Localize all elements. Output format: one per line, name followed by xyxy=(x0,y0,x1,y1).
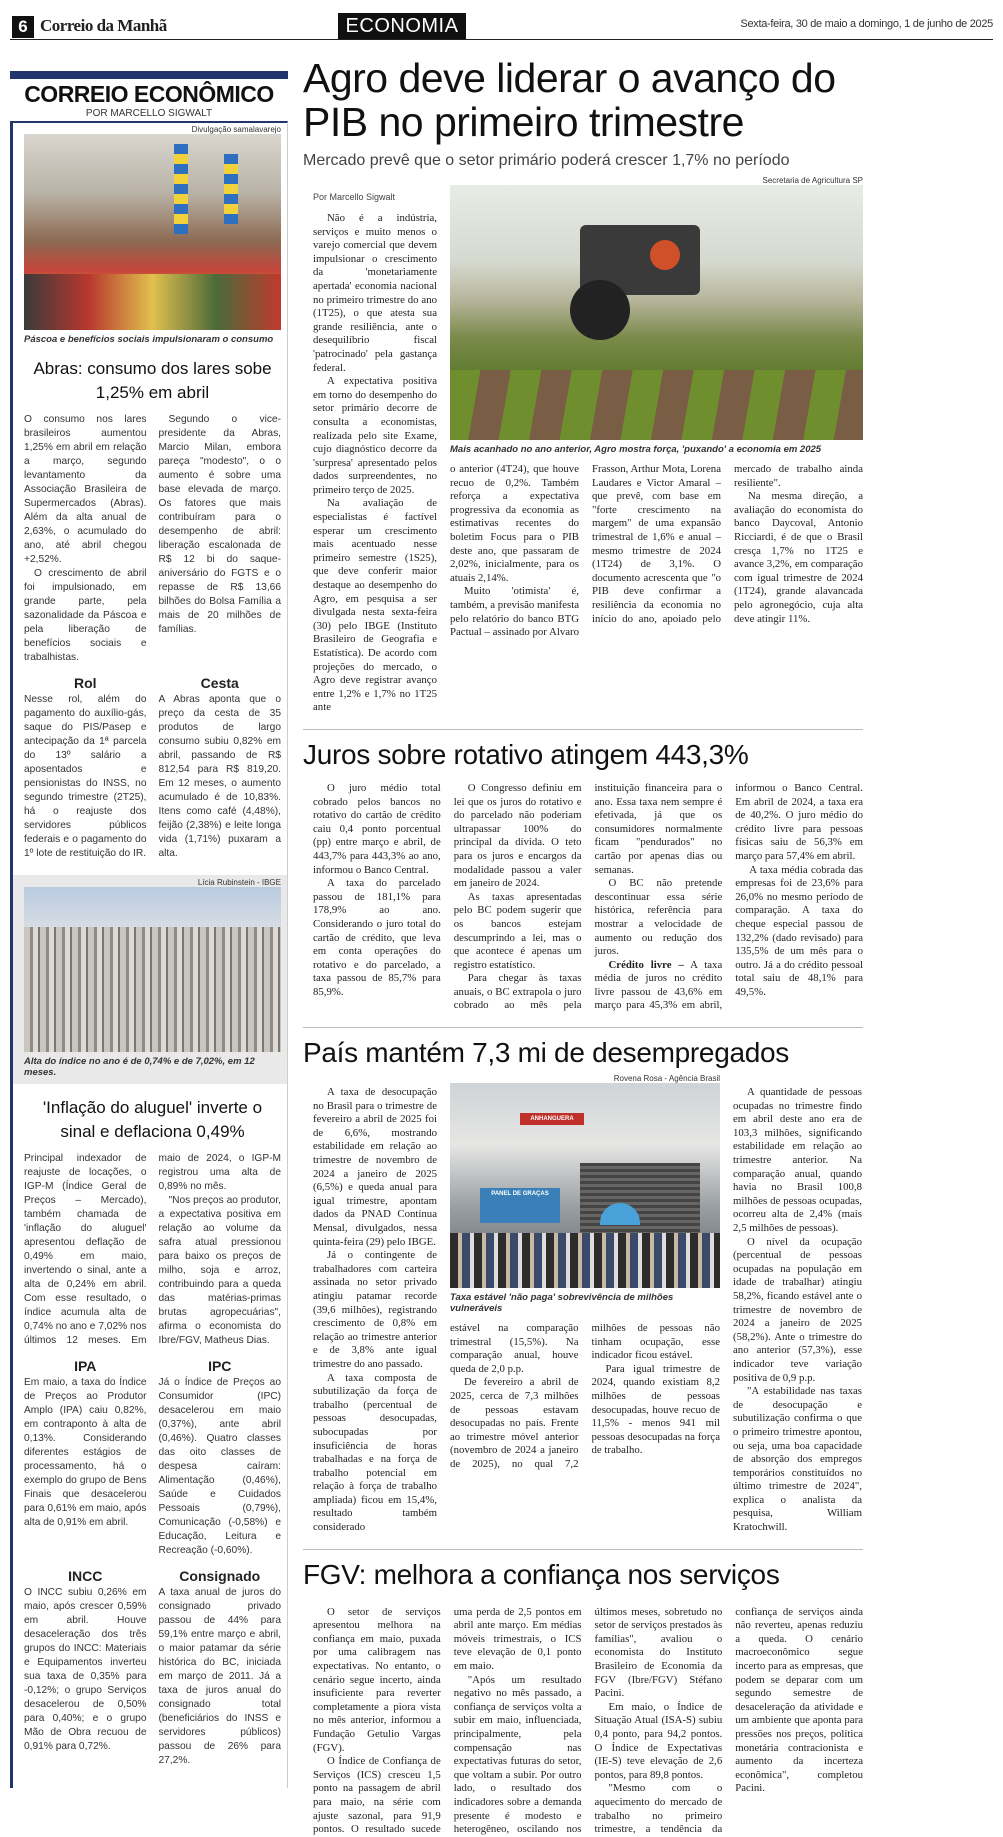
correio-economico-sidebar xyxy=(10,71,288,1788)
subheading: Rol xyxy=(73,675,97,691)
subheading: Consignado xyxy=(179,1568,261,1584)
photo-caption: Alta do índice no ano é de 0,74% e de 7,02%, em 12 meses. xyxy=(24,1056,255,1078)
paragraph: O juro médio total cobrado pelos bancos no rotativo do cartão de crédito caiu 0,4 ponto porcentual (pp) entre março e abril, de 443,7% para 443,3% ao ano, informou o Banco Central. xyxy=(313,781,441,876)
paragraph: Na avaliação de especialistas é factível esperar um crescimento mais acentuado nesse primeiro semestre (1S25), que deve conferir maior destaque ao desempenho do Agro, em pesquisa a ser divulgada nesta sexta-feira (30) pelo IBGE (Instituto Brasileiro de Geografia e Estatística). De acordo com projeções do mercado, o Agro deve registrar avanço entre 1,2% e 1,7% no 1T25 ante xyxy=(313,497,437,714)
photo-credit: Rovena Rosa - Agência Brasil xyxy=(613,1074,720,1084)
paragraph: A taxa média cobrada das empresas foi de 23,6% para 26,0% no mesmo período de comparação. A taxa do cheque especial passou de 132,2% (dado revisado) para 135,5% de um mês para o outro. Já a do crédito pessoal total saiu de 48,1% para 49,5%. xyxy=(735,863,863,998)
agro-column-1 xyxy=(313,212,437,715)
paragraph: Na mesma direção, a avaliação do economista do banco Daycoval, Antonio Ricciardi, é de que o Brasil cresça 1,7% no 1T25 e avance 3,2%, em comparação com igual trimestre de 2024 (1T24), grande alavancada pelo agronegócio, cuja alta deve atingir 11%. xyxy=(734,490,863,625)
rol-section xyxy=(24,675,147,861)
agro-article xyxy=(313,176,863,715)
tractor-photo xyxy=(450,185,863,440)
paragraph: Para igual trimestre de 2024, quando existiam 8,2 milhões de pessoas desocupadas, houve recuo de 11,5% - menos 941 mil pessoas desocupadas na força de trabalho. xyxy=(591,1362,720,1457)
paragraph: O consumo nos lares brasileiros aumentou 1,25% em abril em relação a março, segundo levantamento da Associação Brasileira de Supermercados (Abras). Além da alta anual de 2,63%, o acumulado do ano, até abril chegou +2,52%. xyxy=(24,414,147,565)
byline: Por Marcello Sigwalt xyxy=(313,192,396,202)
main-headline: Agro deve liderar o avanço do PIB no primeiro trimestre xyxy=(303,55,836,145)
paragraph: Em maio, a taxa do Índice de Preços ao Produtor Amplo (IPA) caiu 0,82%, em contraponto à alta de 0,13%. Considerando diferentes estágios de processamento, há o exemplo do grupo de Bens Finais que desacelerou para 0,61% em maio, após alta de 0,91% em abril. xyxy=(24,1377,147,1528)
paragraph: Não é a indústria, serviços e muito menos o varejo comercial que devem impulsionar o crescimento da 'monetariamente apertada' economia nacional no primeiro trimestre do ano (1T25), o que atesta sua grande resiliência, ante o desequilíbrio fiscal 'patrocinado' pela gastança federal. xyxy=(313,212,437,374)
sidebar-frame xyxy=(10,121,288,1788)
ipc-section xyxy=(159,1358,282,1558)
photo-credit: Divulgação samalavarejo xyxy=(191,125,281,134)
paragraph: Já o contingente de trabalhadores com carteira assinada no setor privado atingiu patamar recorde (39,6 milhões), registrando crescimento de 0,8% em relação ao trimestre anterior e de 3,8% ante igual trimestre do ano passado. xyxy=(313,1249,437,1370)
paragraph: A expectativa positiva em torno do desempenho do setor primário decorre de consulta a economistas, realizada pelo site Exame, cujo diagnóstico decorre da 'surpresa' apresentado pelos dados surpreendentes, no primeiro terço de 2025. xyxy=(313,375,437,496)
paragraph: A taxa de desocupação no Brasil para o trimestre de fevereiro a abril de 2025 foi de 6,6%, mostrando estabilidade em relação ao trimestre de novembro de 2024 a janeiro de 2025 (6,5%) e queda anual para igual trimestre, apontam dados da PNAD Contínua Mensal, divulgados, nessa quinta-feira (29) pelo IBGE. xyxy=(313,1086,437,1248)
juros-article xyxy=(313,782,863,1013)
paragraph: estável na comparação trimestral (15,5%). Na comparação anual, houve queda de 2,0 p.p. xyxy=(450,1322,579,1375)
paragraph: Para chegar às taxas anuais, o BC extrapola o juro cobrado ao mês pela instituição financeira para o ano. Essa taxa nem sempre é efetivada, já que os consumidores normalmente ficam "pendurados" no cartão por apenas dias ou semanas. xyxy=(453,781,723,1012)
photo-caption: Páscoa e benefícios sociais impulsionaram o consumo xyxy=(24,334,274,345)
header-divider xyxy=(10,39,993,40)
section-label: ECONOMIA xyxy=(338,13,466,39)
photo-caption: Taxa estável 'não paga' sobrevivência de milhões vulneráveis xyxy=(450,1292,674,1315)
paragraph: Segundo o vice-presidente da Abras, Marcio Milan, embora pareça "modesto", o o aumento é sobre uma base elevada de março. Os fatores que mais contribuíram para o desempenho de abril: liberação escalonada de R$ 12 bi do saque-aniversário do FGTS e o repasse de R$ 13,66 bilhões do Bolsa Família a mais de 20 milhões de famílias. xyxy=(158,414,281,635)
subheading: IPA xyxy=(74,1358,97,1374)
store-sign: ANHANGUERA xyxy=(520,1113,584,1125)
divider xyxy=(303,1027,863,1028)
supermarket-photo xyxy=(24,134,281,330)
desemprego-column-1 xyxy=(313,1074,437,1535)
paragraph: A quantidade de pessoas ocupadas no trimestre findo em abril deste ano era de 103,3 milhões, significando estabilidade em relação ao trimestre anterior. Na comparação anual, quando havia no Brasil 100,8 milhões de pessoas ocupadas, ocorreu alta de 2,4% (mais 2,5 milhões de pessoas). xyxy=(733,1086,862,1234)
divider xyxy=(303,729,863,730)
abras-headline: Abras: consumo dos lares sobe 1,25% em abril xyxy=(33,359,272,402)
subheading: INCC xyxy=(68,1568,103,1584)
desemprego-continuation xyxy=(450,1322,720,1472)
main-content xyxy=(303,56,863,1837)
desemprego-headline: País mantém 7,3 mi de desempregados xyxy=(303,1037,789,1069)
paragraph: A taxa composta de subutilização da força de trabalho (percentual de pessoas desocupadas, subocupadas por insuficiência de horas trabalhadas e na força de trabalho potencial em relação à força de trabalho ampliada) ficou em 15,4%, resultado também considerado xyxy=(313,1371,437,1534)
paragraph: O crescimento de abril foi impulsionado, em grande parte, pela sazonalidade da Páscoa e pela liberação de benefícios sociais e trabalhistas. xyxy=(24,568,147,663)
issue-date: Sexta-feira, 30 de maio a domingo, 1 de junho de 2025 xyxy=(740,18,993,30)
city-skyline-photo xyxy=(24,887,281,1052)
paragraph: A taxa anual de juros do consignado privado passou de 44% para 59,1% entre março e abril, o maior patamar da série histórica do BC, iniciada em março de 2011. Já a taxa de juros anual do consignado total (beneficiários do INSS e servidores públicos) passou de 26% para 27,2%. xyxy=(158,1587,281,1766)
paragraph: "Nos preços ao produtor, a expectativa positiva em relação ao volume da safra atual pressionou para baixo os preços de milho, soja e arroz, contribuindo para a queda das matérias-primas brutas agropecuárias", afirma o economista do Ibre/FGV, Matheus Dias. xyxy=(158,1195,281,1346)
paragraph: A Abras aponta que o preço da cesta de 35 produtos de largo consumo subiu 0,82% em abril, passando de R$ 812,54 para R$ 819,20. Em 12 meses, o aumento acumulado é de 10,83%. Itens como café (4,48%), feijão (2,38%) e leite longa vida (1,71%) puxaram a alta. xyxy=(158,694,281,859)
paragraph-text: A taxa média de juros no crédito livre passou de 43,6% em março para 45,3% em abril, informou o Banco Central. Em abril de 2024, a taxa era de 40,2%. O juro médio do crédito livre para pessoas físicas saiu de 56,3% em março para 57,4% em abril. xyxy=(594,781,863,1012)
paragraph: O Congresso definiu em lei que os juros do rotativo e do parcelado não poderiam ultrapassar 100% do principal da dívida. O teto para os juros e encargos da modalidade passou a valer em janeiro de 2024. xyxy=(453,781,582,890)
paragraph: O setor de serviços apresentou melhora na confiança em maio, puxada por uma calibragem nas expectativas. No entanto, o cenário segue incerto, ainda insuficiente para reverter completamente a piora vista no mês anterior, informou a Fundação Getulio Vargas (FGV). xyxy=(313,1605,441,1754)
paragraph: O nível da ocupação (percentual de pessoas ocupadas na população em idade de trabalhar) atingiu 58,2%, ficando estável ante o trimestre de novembro de 2024 a janeiro de 2025 (58,2%). Ante o trimestre do ano anterior (57,3%), esse indicador teve variação positiva de 0,9 p.p. xyxy=(733,1235,862,1384)
fgv-headline: FGV: melhora a confiança nos serviços xyxy=(303,1558,780,1590)
agro-continuation xyxy=(450,463,863,640)
paragraph: Nesse rol, além do pagamento do auxílio-gás, saque do PIS/Pasep e antecipação da 1ª parcela do 13º salário a aposentados e pensionistas do INSS, no segundo trimestre (2T25), há o reajuste dos servidores públicos federais e o pagamento do 1º lote de restituição do IR. xyxy=(24,694,147,859)
juros-headline: Juros sobre rotativo atingem 443,3% xyxy=(303,738,749,770)
incc-section xyxy=(24,1568,147,1768)
paragraph: De fevereiro a abril de 2025, cerca de 7,3 milhões de pessoas estavam desocupadas no país. Frente ao trimestre móvel anterior (novembro de 2024 a janeiro de 2025), no qual 7,2 milhões de pessoas não tinham ocupação, esse indicador ficou estável. xyxy=(450,1322,720,1470)
paragraph: Principal indexador de reajuste de locações, o IGP-M (Índice Geral de Preços – Mercado), também chamada de 'inflação do aluguel' apresentou deflação de 0,49% em maio, invertendo o sinal, ante a alta de 0,24% em abril. Com esse resultado, o índice acumula alta de 0,74% no ano e 7,02% nos últimos 12 meses. Em maio de 2024, o IGP-M registrou uma alta de 0,89% no mês. xyxy=(24,1153,281,1346)
column-title: CORREIO ECONÔMICO xyxy=(24,81,274,107)
photo-credit: Secretaria de Agricultura SP xyxy=(762,176,863,185)
cesta-section xyxy=(159,675,282,861)
paragraph: As taxas apresentadas pelo BC podem sugerir que os bancos estejam descumprindo a lei, mas o que acontece é apenas um registro estatístico. xyxy=(453,890,582,971)
photo-box xyxy=(13,875,287,1084)
igpm-article xyxy=(24,1152,281,1348)
paragraph: "A estabilidade nas taxas de desocupação e subutilização confirma o que o primeiro trimestre apontou, ou seja, uma boa capacidade de absorção dos empregos temporários constituídos no último trimestre de 2024", explica o analista da pesquisa, William Kratochwill. xyxy=(733,1385,862,1534)
paragraph: A taxa do parcelado passou de 181,1% para 178,9% ao ano. Considerando o juro total do cartão de crédito, que leva em conta operações do rotativo e do parcelado, a taxa passou de 85,7% para 85,9%. xyxy=(313,877,441,998)
paragraph: O BC não pretende descontinuar essa série histórica, referência para mostrar a velocidade de aumento ou redução dos juros. xyxy=(594,877,723,958)
desemprego-column-4 xyxy=(733,1074,862,1535)
ipa-section xyxy=(24,1358,147,1558)
divider xyxy=(303,1549,863,1550)
main-subheadline: Mercado prevê que o setor primário poderá crescer 1,7% no período xyxy=(303,152,790,169)
column-byline: POR MARCELLO SIGWALT xyxy=(85,108,213,119)
page-number: 6 xyxy=(12,16,34,38)
paragraph: Em maio, o Índice de Situação Atual (ISA-S) subiu 0,4 ponto, para 94,2 pontos. O Índice de Expectativas (IE-S) teve elevação de 2,6 pontos, para 89,8 pontos. xyxy=(594,1700,723,1781)
subheading: IPC xyxy=(208,1358,232,1374)
sidebar-accent-bar xyxy=(10,71,288,79)
photo-credit: Lícia Rubinstein - IBGE xyxy=(197,878,281,887)
igpm-headline: 'Inflação do aluguel' inverte o sinal e deflaciona 0,49% xyxy=(42,1098,263,1141)
lead-in: Crédito livre – xyxy=(608,958,684,971)
consignado-section xyxy=(159,1568,282,1768)
paragraph: O INCC subiu 0,26% em maio, após crescer 0,59% em abril. Houve desaceleração dos três grupos do INCC: Materiais e Equipamentos inverteu sua taxa de 0,35% para -0,12%; o grupo Serviços desacelerou de 0,50% para 0,40%; e o grupo Mão de Obra recuou de 0,91% para 0,72%. xyxy=(24,1587,147,1752)
paragraph: O Índice de Confiança de Serviços (ICS) cresceu 1,5 ponto na passagem de abril para maio, na série com ajuste sazonal, para 91,9 pontos. O resultado sucede uma perda de 2,5 pontos em abril ante março. Em médias móveis trimestrais, o ICS teve elevação de 0,1 ponto em maio. xyxy=(313,1605,582,1836)
paragraph: Muito 'otimista' é, também, a previsão manifesta pelo relatório do banco BTG Pactual – assinado por Alvaro Frasson, Arthur Mota, Lorena Laudares e Victor Amaral – que prevê, com base em "forte crescimento na margem" de uma expansão trimestral de 1,6% e anual – mesmo trimestre de 2024 (1T24) de 3,1%. O documento acrescenta que "o PIB deve confirmar a resiliência da economia no início do ano, apoiado pelo mercado de trabalho ainda resiliente". xyxy=(450,463,863,639)
photo-caption: Mais acanhado no ano anterior, Agro mostra força, 'puxando' a economia em 2025 xyxy=(450,444,822,455)
banner-sign: PANEL DE GRAÇAS xyxy=(480,1188,560,1223)
desemprego-article xyxy=(313,1074,863,1535)
paragraph: Já o Índice de Preços ao Consumidor (IPC) desacelerou em maio (0,37%), ante abril (0,46%). Quatro classes das oito classes de despesa caíram: Alimentação (0,46%), Saúde e Cuidados Pessoais (0,79%), Comunicação (-0,58%) e Educação, Leitura e Recreação (-0,60%). xyxy=(158,1377,281,1556)
job-queue-photo xyxy=(450,1083,720,1288)
subheading: Cesta xyxy=(200,675,239,691)
paragraph: o anterior (4T24), que houve recuo de 0,2%. Também reforça a expectativa progressiva da economia as estimativas recentes do boletim Focus para o PIB deste ano, que passaram de 2,02%, inicialmente, para os atuais 2,14%. xyxy=(450,463,579,584)
abras-article xyxy=(24,413,281,665)
paragraph: "Após um resultado negativo no mês passado, a confiança de serviços volta a subir em maio, influenciada, principalmente, pela compensação nas expectativas futuras do setor, que voltam a subir. Por outro lado, o resultado dos indicadores sobre a demanda presente é modesto e heterogêneo, oscilando nos últimos meses, sobretudo no setor de serviços prestados às famílias", avaliou o economista do Instituto Brasileiro de Economia da FGV (Ibre/FGV) Stéfano Pacini. xyxy=(453,1605,723,1836)
paragraph: "Mesmo com o aquecimento do mercado de trabalho no primeiro trimestre, a tendência da confiança de serviços ainda não reverteu, apenas reduziu a queda. O cenário macroeconômico segue incerto para as empresas, que podem se deparar com um segundo semestre de desaceleração da atividade e um ambiente que aponta para pressões nos preços, política monetária contracionista e aumento da incerteza econômica", completou Pacini. xyxy=(594,1605,863,1836)
newspaper-name: Correio da Manhã xyxy=(40,16,167,35)
fgv-article xyxy=(313,1606,863,1837)
